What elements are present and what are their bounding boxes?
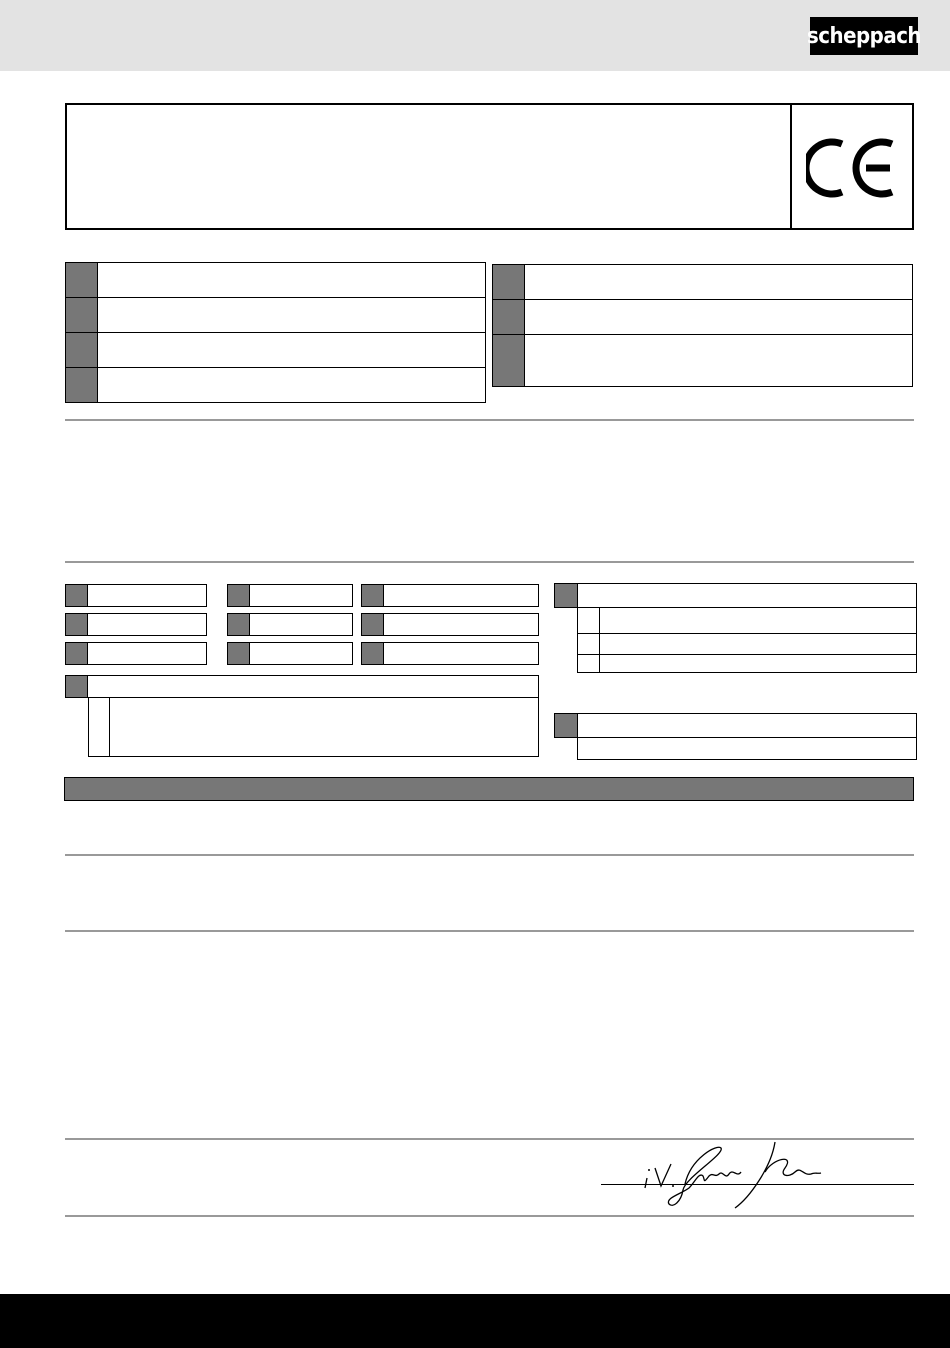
directive-marker xyxy=(227,584,250,607)
section-divider xyxy=(65,1215,914,1217)
field-marker xyxy=(65,367,98,403)
brand-name: scheppach xyxy=(806,23,922,49)
section-divider xyxy=(65,930,914,932)
field-row xyxy=(492,264,913,300)
field-marker xyxy=(65,297,98,333)
directive-submarker xyxy=(88,697,110,757)
directive-marker xyxy=(65,613,88,636)
directive-submarker xyxy=(577,633,600,655)
directive-submarker xyxy=(577,607,600,634)
directive-row xyxy=(554,583,917,608)
directive-marker xyxy=(554,713,578,738)
field-row xyxy=(65,332,486,368)
declaration-title-box xyxy=(65,103,914,230)
directive-marker xyxy=(65,584,88,607)
directive-marker xyxy=(65,642,88,665)
directive-marker xyxy=(361,613,384,636)
directive-subrow xyxy=(88,697,539,757)
field-marker xyxy=(65,332,98,368)
field-row xyxy=(65,367,486,403)
directive-marker xyxy=(361,642,384,665)
directive-subrow xyxy=(577,737,917,760)
signature-line xyxy=(601,1184,914,1185)
directive-marker xyxy=(227,642,250,665)
field-marker xyxy=(492,334,525,387)
directive-subrow xyxy=(577,633,917,655)
directive-marker xyxy=(554,583,578,608)
directive-subrow xyxy=(577,654,917,673)
directive-marker xyxy=(361,584,384,607)
field-marker xyxy=(492,264,525,300)
signature-image xyxy=(625,1138,825,1210)
field-row xyxy=(65,297,486,333)
directive-submarker xyxy=(577,654,600,673)
ce-mark-icon xyxy=(806,136,898,200)
section-divider xyxy=(65,561,914,563)
directive-marker xyxy=(65,675,88,698)
section-divider xyxy=(65,419,914,421)
field-row xyxy=(492,334,913,387)
section-divider xyxy=(65,854,914,856)
field-marker xyxy=(65,262,98,298)
footer-bar xyxy=(0,1294,950,1348)
directive-subrow xyxy=(577,607,917,634)
directive-marker xyxy=(227,613,250,636)
directive-row xyxy=(65,675,539,698)
directive-row xyxy=(554,713,917,738)
field-marker xyxy=(492,299,525,335)
directive-row xyxy=(361,613,539,636)
directive-row xyxy=(361,642,539,665)
field-row xyxy=(65,262,486,298)
directive-row xyxy=(361,584,539,607)
field-row xyxy=(492,299,913,335)
standards-header-bar xyxy=(64,777,914,801)
title-box-divider xyxy=(790,103,792,230)
brand-logo xyxy=(806,17,922,55)
